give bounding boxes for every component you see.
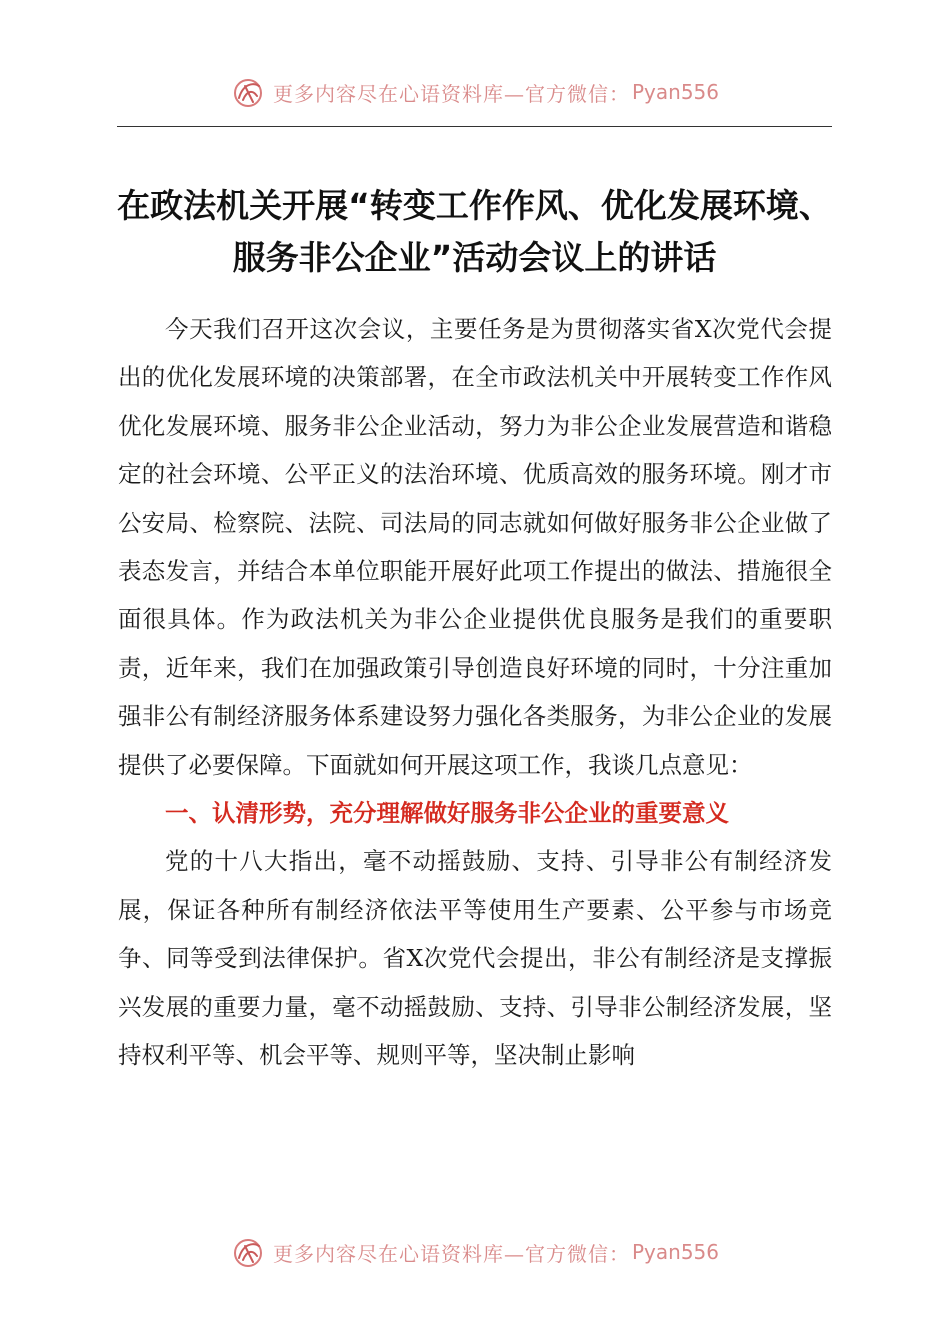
- watermark-text: 更多内容尽在心语资料库—官方微信：: [272, 1241, 630, 1266]
- watermark-wechat-id: Pyan556: [631, 1240, 719, 1264]
- body-paragraph-1: 今天我们召开这次会议，主要任务是为贯彻落实省X次党代会提出的优化发展环境的决策部署，在全市政法机关中开展转变工作作风优化发展环境、服务非公企业活动，努力为非公企业发展营造和谐稳定的社会环境、公平正义的法治环境、优质高效的服务环境。刚才市公安局、检察院、法院、司法局的同志就如何做好服务非公企业做了表态发言，并结合本单位职能开展好此项工作提出的做法、措施很全面很具体。作为政法机关为非公企业提供优良服务是我们的重要职责，近年来，我们在加强政策引导创造良好环境的同时，十分注重加强非公有制经济服务体系建设努力强化各类服务，为非公企业的发展提供了必要保障。下面就如何开展这项工作，我谈几点意见：: [118, 315, 832, 779]
- footer-watermark: [0, 1232, 950, 1272]
- document-title: 在政法机关开展“转变工作作风、优化发展环境、服务非公企业”活动会议上的讲话: [117, 186, 832, 277]
- signature-logo-icon: [231, 1234, 267, 1270]
- header-watermark: [0, 72, 950, 112]
- watermark-text: 更多内容尽在心语资料库—官方微信：: [272, 81, 630, 106]
- body-paragraph-2: 党的十八大指出，毫不动摇鼓励、支持、引导非公有制经济发展，保证各种所有制经济依法平等使用生产要素、公平参与市场竞争、同等受到法律保护。省X次党代会提出，非公有制经济是支撑振兴发展的重要力量，毫不动摇鼓励、支持、引导非公制经济发展，坚持权利平等、机会平等、规则平等，坚决制止影响: [118, 847, 832, 1070]
- watermark-wechat-id: Pyan556: [631, 80, 719, 104]
- document-body: [118, 305, 832, 1080]
- header-divider: [117, 126, 832, 127]
- section-heading-1: 一、认清形势，充分理解做好服务非公企业的重要意义: [165, 799, 729, 828]
- signature-logo-icon: [231, 74, 267, 110]
